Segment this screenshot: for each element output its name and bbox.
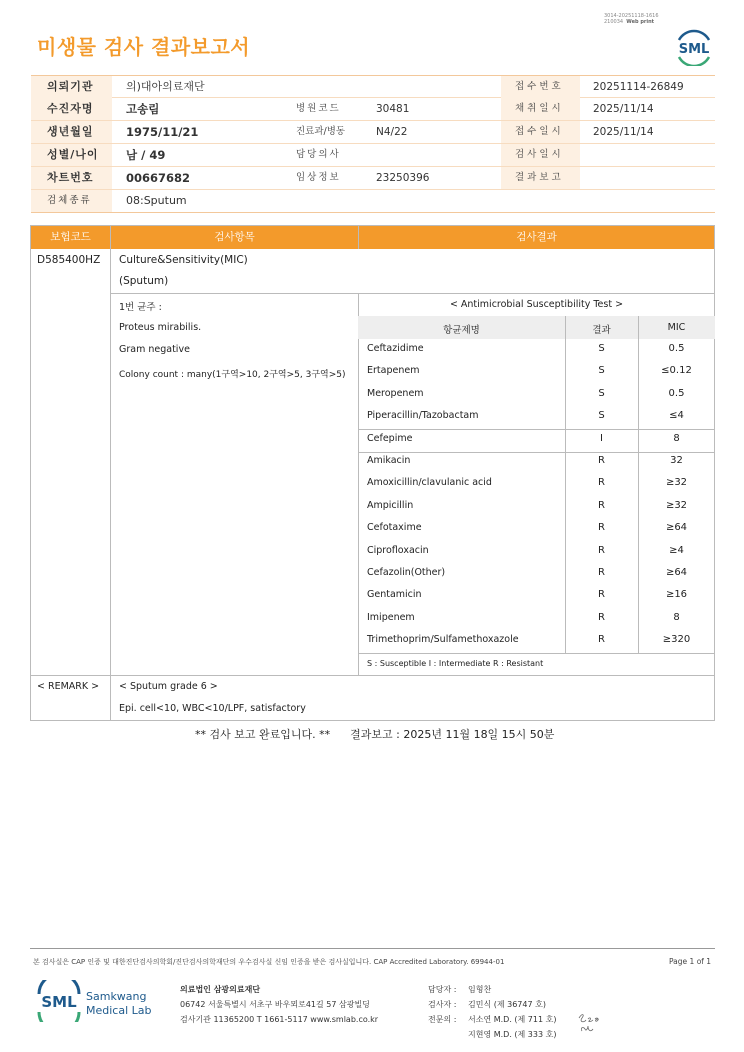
ast-drug-name: Ampicillin [367, 499, 414, 511]
ast-result: R [598, 544, 605, 556]
ast-legend: S : Susceptible I : Intermediate R : Resistant [367, 659, 544, 668]
requesting-institution: 의)대아의료재단 [126, 80, 205, 93]
specimen-type: 08:Sputum [126, 194, 187, 207]
ast-col-result: 결과 [592, 325, 611, 336]
remark-detail: Epi. cell<10, WBC<10/LPF, satisfactory [119, 703, 306, 714]
web-print-label: Web print [626, 19, 655, 25]
staff-name: 지현영 M.D. (제 333 호) [468, 1030, 557, 1039]
samkwang-logo-icon [36, 980, 156, 1022]
brand-line2: Medical Lab [86, 1004, 152, 1017]
ast-result: S [598, 343, 605, 354]
label-physician: 담당의사 [296, 149, 341, 160]
ast-result: S [598, 387, 605, 399]
ast-mic: ≥32 [665, 477, 688, 489]
brand-line1: Samkwang [86, 990, 147, 1003]
ast-mic: ≥32 [665, 499, 688, 511]
staff-name: 김민식 (제 36747 호) [468, 1000, 546, 1009]
test-name: Culture&Sensitivity(MIC) [119, 254, 248, 266]
divider [31, 675, 715, 676]
patient-info-table [31, 75, 715, 213]
ast-col-drug: 항균제명 [443, 325, 480, 336]
label-accession-number: 접수번호 [501, 76, 580, 98]
organization-name: 의료법인 삼광의료재단 [180, 985, 261, 994]
divider [358, 452, 715, 453]
ast-col-mic: MIC [667, 322, 686, 333]
header-test-result: 검사결과 [359, 226, 714, 249]
info-row [31, 75, 715, 98]
chart-number: 00667682 [126, 171, 191, 185]
logo-sml-text: SML [41, 993, 77, 1011]
colony-count: Colony count : many(1구역>10, 2구역>5, 3구역>5) [119, 370, 346, 380]
staff-info [428, 982, 556, 1042]
ast-drug-name: Meropenem [367, 387, 424, 399]
ast-drug-name: Ertapenem [367, 365, 420, 377]
patient-name: 고송림 [126, 102, 160, 116]
label-department: 진료과/병동 [296, 126, 346, 137]
info-row [31, 121, 715, 144]
ast-mic: 8 [673, 611, 680, 623]
ast-mic: 0.5 [668, 387, 685, 399]
ast-result: R [598, 589, 605, 601]
clinical-info: 23250396 [376, 172, 430, 184]
label-specimen-type: 검체종류 [31, 190, 112, 212]
ast-mic: ≥16 [665, 589, 688, 601]
ast-result: R [598, 455, 605, 466]
organization-address: 06742 서울특별시 서초구 바우뫼로41길 57 삼광빌딩 [180, 1000, 370, 1009]
ast-result: R [598, 611, 605, 623]
staff-role: 담당자 : [428, 985, 457, 994]
department: N4/22 [376, 126, 408, 138]
label-sex-age: 성별/나이 [31, 144, 112, 166]
result-table [30, 225, 715, 721]
ast-drug-name: Cefepime [367, 432, 413, 444]
label-received-date: 접수일시 [501, 121, 580, 143]
sml-logo-icon [674, 26, 714, 66]
test-specimen: (Sputum) [119, 275, 169, 287]
ast-result: R [598, 522, 605, 534]
ast-mic: 32 [670, 455, 683, 466]
ast-result: R [598, 634, 605, 646]
birth-date: 1975/11/21 [126, 125, 199, 139]
ast-result: S [598, 410, 605, 422]
document-code-line2: 210034 [604, 19, 624, 25]
ast-result: R [598, 499, 605, 511]
ast-drug-name: Piperacillin/Tazobactam [367, 410, 479, 422]
divider [358, 226, 359, 249]
gram-stain: Gram negative [119, 344, 190, 355]
accreditation-note: 본 검사실은 CAP 인증 및 대한진단검사의학회/진단검사의학재단의 우수검사실 신임 인증을 받은 검사실입니다. CAP Accredited Laboratory. 69944-01 [33, 958, 505, 966]
divider [358, 293, 359, 675]
info-row [31, 190, 715, 213]
ast-result: S [598, 365, 605, 377]
organization-info [180, 982, 378, 1027]
header-insurance-code: 보험코드 [31, 226, 110, 249]
staff-role: 검사자 : [428, 1000, 457, 1009]
ast-drug-name: Gentamicin [367, 589, 422, 601]
staff-name: 서소연 M.D. (제 711 호) [468, 1015, 557, 1024]
label-hospital-code: 병원코드 [296, 103, 341, 114]
divider [358, 653, 715, 654]
remark-grade: < Sputum grade 6 > [119, 681, 218, 692]
ast-mic: ≤0.12 [661, 365, 692, 377]
label-chart-number: 차트번호 [31, 167, 112, 189]
ast-drug-name: Cefazolin(Other) [367, 567, 446, 578]
divider [358, 429, 715, 430]
svg-text:SML: SML [678, 42, 710, 57]
label-clinical-info: 임상정보 [296, 172, 341, 183]
ast-drug-name: Amoxicillin/clavulanic acid [367, 477, 492, 489]
label-collection-date: 채취일시 [501, 98, 580, 120]
collection-date: 2025/11/14 [593, 103, 654, 115]
ast-mic: ≥4 [669, 544, 684, 556]
ast-result: R [598, 567, 605, 578]
ast-result: R [598, 477, 605, 489]
ast-result: I [600, 432, 603, 444]
info-row [31, 98, 715, 121]
ast-drug-name: Cefotaxime [367, 522, 422, 534]
ast-mic: 8 [673, 432, 680, 444]
label-requesting-institution: 의뢰기관 [31, 76, 112, 98]
signature-image [576, 1010, 610, 1036]
ast-mic: ≥64 [665, 567, 688, 578]
label-test-date: 검사일시 [501, 144, 580, 166]
insurance-code: D585400HZ [37, 254, 101, 266]
ast-drug-name: Ciprofloxacin [367, 544, 429, 556]
ast-drug-name: Ceftazidime [367, 343, 424, 354]
ast-mic: ≥320 [662, 634, 691, 646]
organism-label: 1번 균주 : [119, 302, 162, 313]
staff-name: 임형찬 [468, 985, 492, 994]
ast-mic: ≤4 [669, 410, 684, 422]
organization-contact: 검사기관 11365200 T 1661-5117 www.smlab.co.kr [180, 1015, 379, 1024]
organism-name: Proteus mirabilis. [119, 322, 202, 333]
page-title: 미생물 검사 결과보고서 [37, 35, 251, 59]
page-number: Page 1 of 1 [669, 957, 712, 966]
header-test-item: 검사항목 [111, 226, 358, 249]
ast-drug-name: Trimethoprim/Sulfamethoxazole [367, 634, 519, 646]
hospital-code: 30481 [376, 103, 410, 115]
ast-drug-name: Amikacin [367, 455, 411, 466]
ast-mic: 0.5 [668, 343, 685, 354]
document-code [604, 13, 674, 25]
divider [110, 293, 715, 294]
info-row [31, 144, 715, 167]
report-complete-text: ** 검사 보고 완료입니다. ** [195, 728, 331, 741]
received-date: 2025/11/14 [593, 126, 654, 138]
info-row [31, 167, 715, 190]
staff-role: 전문의 : [428, 1015, 457, 1024]
accession-number: 20251114-26849 [593, 81, 684, 93]
divider [110, 226, 111, 721]
document-code-line1: 3014-20251118-1616 [604, 13, 659, 19]
sex-age: 남 / 49 [126, 148, 166, 162]
remark-label: < REMARK > [37, 681, 100, 692]
label-result-report: 결과보고 [501, 167, 580, 189]
label-patient-name: 수진자명 [31, 98, 112, 120]
report-completion [195, 726, 574, 742]
label-birth-date: 생년월일 [31, 121, 112, 143]
ast-title: < Antimicrobial Susceptibility Test > [449, 299, 624, 310]
ast-mic: ≥64 [665, 522, 688, 534]
ast-drug-name: Imipenem [367, 611, 415, 623]
footer-divider [30, 948, 715, 949]
report-time: 결과보고 : 2025년 11월 18일 15시 50분 [350, 728, 555, 741]
